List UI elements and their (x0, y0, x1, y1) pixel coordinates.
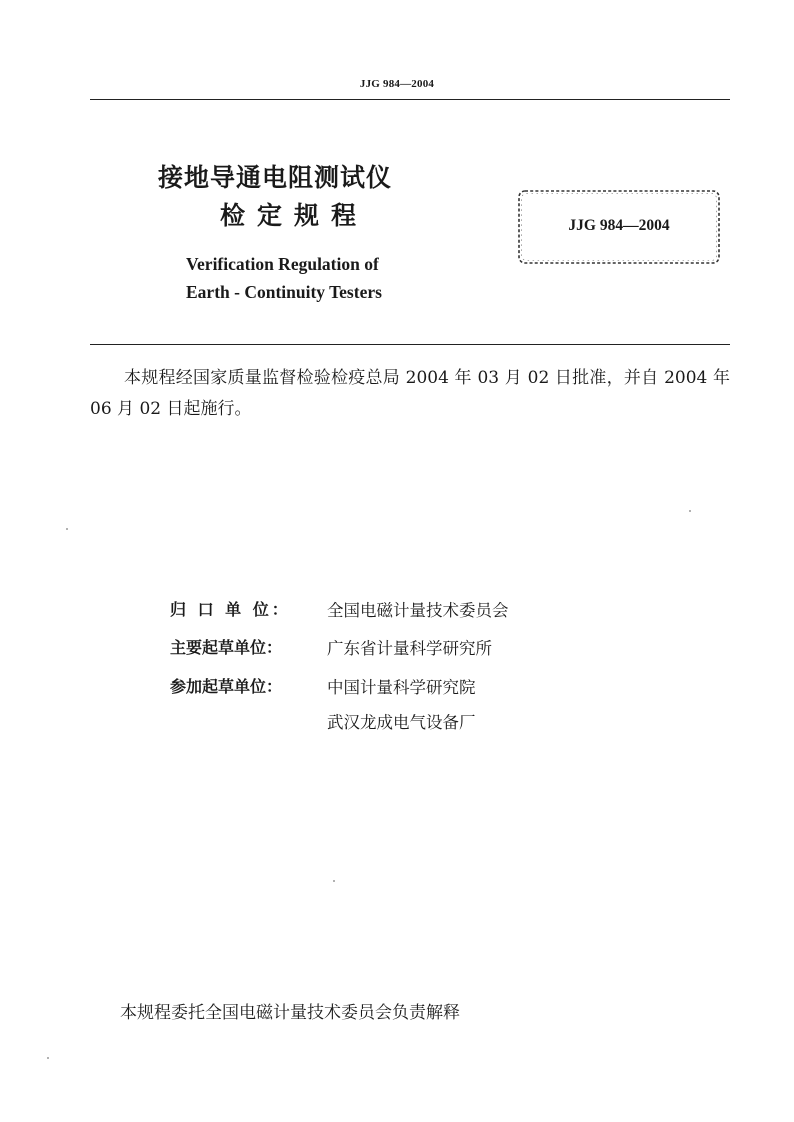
approval-statement: 本规程经国家质量监督检验检疫总局 2004 年 03 月 02 日批准，并自 2004 年 06 月 02 日起施行。 (90, 368, 730, 419)
interpretation-note: 本规程委托全国电磁计量技术委员会负责解释 (120, 1003, 460, 1023)
header-rule (90, 99, 730, 100)
main-drafter-value: 广东省计量科学研究所 (327, 639, 492, 658)
scan-speck (689, 510, 691, 512)
title-chinese-line-2: 检定规程 (220, 201, 369, 230)
scan-speck (47, 1057, 49, 1059)
main-drafter-label: 主要起草单位： (170, 638, 283, 657)
title-english-line-2: Earth - Continuity Testers (186, 282, 382, 302)
title-section-rule (90, 344, 730, 345)
participating-drafter-value-1: 中国计量科学研究院 (327, 678, 476, 697)
standard-code-box (516, 188, 722, 266)
scan-speck (66, 528, 68, 530)
title-chinese-line-1: 接地导通电阻测试仪 (158, 163, 393, 192)
responsible-unit-value: 全国电磁计量技术委员会 (327, 601, 509, 620)
participating-drafter-value-2: 武汉龙成电气设备厂 (327, 713, 476, 732)
code-box-label: JJG 984—2004 (568, 217, 670, 234)
responsible-unit-label: 归 口 单 位： (170, 600, 291, 619)
title-english-line-1: Verification Regulation of (186, 254, 379, 274)
scan-speck (333, 880, 335, 882)
header-standard-code: JJG 984—2004 (359, 78, 435, 90)
participating-drafter-label: 参加起草单位： (170, 677, 283, 696)
